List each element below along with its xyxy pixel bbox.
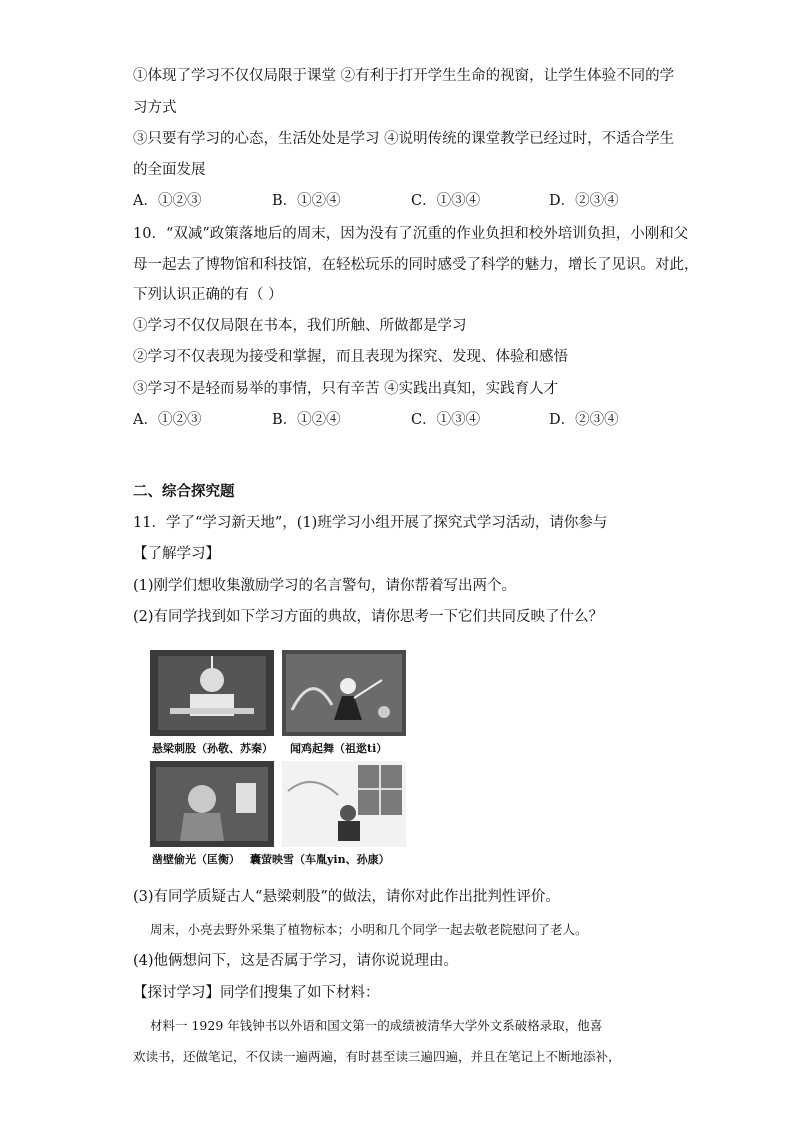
q9-option-c[interactable]: C．①③④ bbox=[411, 193, 481, 209]
q9-option-a[interactable]: A．①②③ bbox=[133, 193, 202, 209]
q11-part-3: (3)有同学质疑古人“悬梁刺股”的做法，请你对此作出批判性评价。 bbox=[133, 889, 560, 905]
q11-stem: 11．学了“学习新天地”，(1)班学习小组开展了探究式学习活动，请你参与 bbox=[133, 515, 608, 531]
section-title: 二、综合探究题 bbox=[133, 483, 235, 500]
q9-statement-3-4-cont: 的全面发展 bbox=[133, 162, 206, 178]
anecdote-image-4 bbox=[282, 761, 406, 847]
anecdote-image-2 bbox=[282, 650, 406, 736]
q10-statement-1: ①学习不仅仅局限在书本，我们所触、所做都是学习 bbox=[133, 318, 467, 334]
q10-stem-line-2: 母一起去了博物馆和科技馆，在轻松玩乐的同时感受了科学的魅力，增长了见识。对此， bbox=[133, 257, 699, 273]
scenario-text: 周末，小亮去野外采集了植物标本；小明和几个同学一起去敬老院慰问了老人。 bbox=[150, 922, 588, 937]
anecdote-caption-2: 闻鸡起舞（祖逖ti） bbox=[290, 742, 388, 755]
explore-text: 同学们搜集了如下材料： bbox=[220, 985, 380, 1001]
material-1-line-2: 欢读书，还做笔记，不仅读一遍两遍，有时甚至读三遍四遍，并且在笔记上不断地添补， bbox=[133, 1049, 621, 1064]
anecdote-image-1 bbox=[150, 650, 274, 736]
explore-heading: 【探讨学习】 bbox=[133, 985, 220, 1001]
q9-statement-3-4: ③只要有学习的心态，生活处处是学习 ④说明传统的课堂教学已经过时，不适合学生 bbox=[133, 131, 675, 147]
q11-part-1: (1)刚学们想收集激励学习的名言警句，请你帮着写出两个。 bbox=[133, 578, 517, 594]
q10-option-c[interactable]: C．①③④ bbox=[411, 412, 481, 428]
anecdote-caption-3: 凿壁偷光（匡衡） bbox=[152, 853, 240, 866]
explore-line bbox=[133, 983, 380, 1003]
q10-statement-3-4: ③学习不是轻而易举的事情，只有辛苦 ④实践出真知，实践育人才 bbox=[133, 381, 559, 397]
q10-option-b[interactable]: B．①②④ bbox=[272, 412, 341, 428]
q10-stem-line-1: 10．“双减”政策落地后的周末，因为没有了沉重的作业负担和校外培训负担，小刚和父 bbox=[133, 226, 689, 242]
material-1-line-1: 材料一 1929 年钱钟书以外语和国文第一的成绩被清华大学外文系破格录取，他喜 bbox=[150, 1018, 603, 1033]
q11-part-2: (2)有同学找到如下学习方面的典故，请你思考一下它们共同反映了什么？ bbox=[133, 609, 604, 625]
q10-stem-line-3: 下列认识正确的有（ ） bbox=[133, 287, 283, 303]
q9-option-d[interactable]: D．②③④ bbox=[549, 193, 619, 209]
q10-option-a[interactable]: A．①②③ bbox=[133, 412, 202, 428]
understand-heading: 【了解学习】 bbox=[133, 546, 220, 562]
q11-part-4: (4)他俩想问下，这是否属于学习，请你说说理由。 bbox=[133, 953, 459, 969]
anecdote-figure bbox=[150, 647, 410, 869]
q10-option-d[interactable]: D．②③④ bbox=[549, 412, 619, 428]
q10-statement-2: ②学习不仅表现为接受和掌握，而且表现为探究、发现、体验和感悟 bbox=[133, 349, 568, 365]
q9-option-b[interactable]: B．①②④ bbox=[272, 193, 341, 209]
q9-statement-1-2: ①体现了学习不仅仅局限于课堂 ②有利于打开学生生命的视窗，让学生体验不同的学 bbox=[133, 68, 675, 84]
anecdote-caption-4: 囊萤映雪（车胤yin、孙康） bbox=[250, 853, 390, 866]
q9-statement-1-2-cont: 习方式 bbox=[133, 100, 177, 116]
anecdote-caption-1: 悬梁刺股（孙敬、苏秦） bbox=[152, 742, 273, 755]
anecdote-image-3 bbox=[150, 761, 274, 847]
